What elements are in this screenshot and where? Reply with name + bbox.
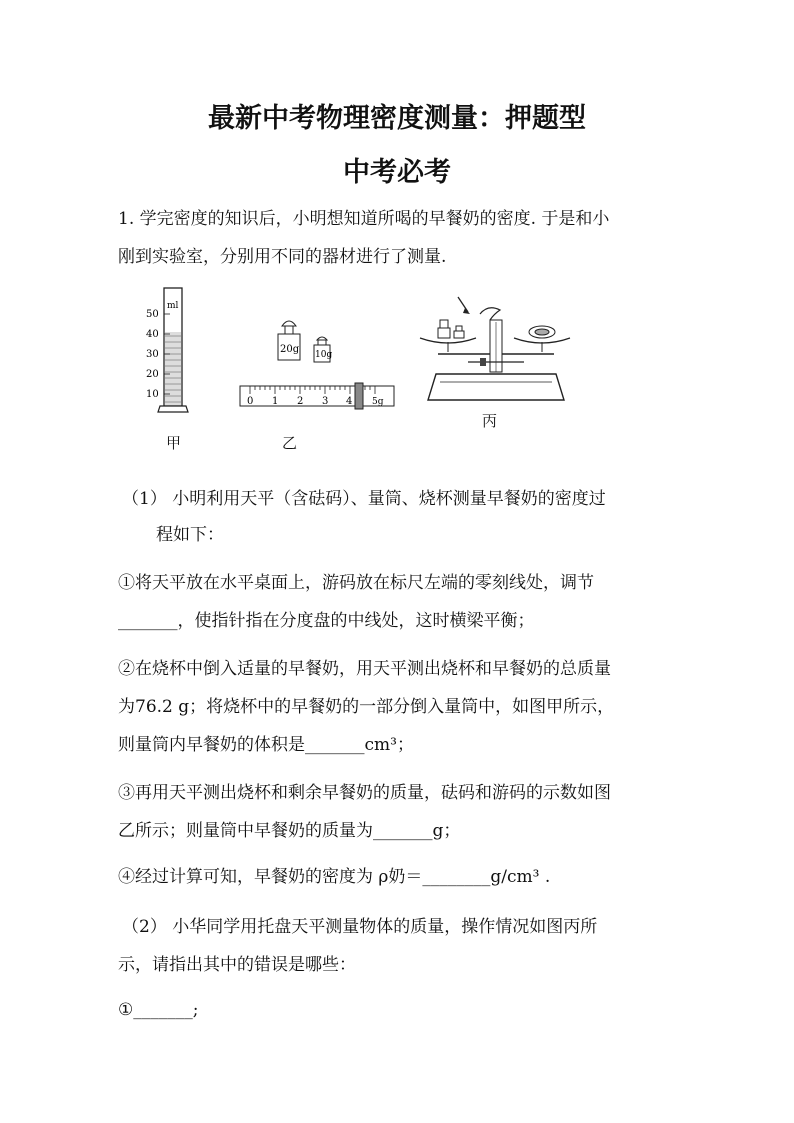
balance-figure (418, 292, 578, 410)
ruler-tick-0: 0 (247, 396, 254, 407)
graduated-cylinder-figure (140, 280, 200, 430)
part-2-line-2: 示，请指出其中的错误是哪些： (118, 955, 356, 975)
step-3-line-1: ③再用天平测出烧杯和剩余早餐奶的质量，砝码和游码的示数如图 (118, 783, 611, 803)
ruler-tick-1: 1 (272, 396, 279, 407)
figure-label-jia: 甲 (166, 434, 182, 452)
part-2-line-1: （2） 小华同学用托盘天平测量物体的质量，操作情况如图丙所 (122, 917, 598, 937)
ruler-tick-3: 3 (322, 396, 329, 407)
cylinder-tick-10: 10 (146, 389, 159, 400)
step-2-line-1: ②在烧杯中倒入适量的早餐奶，用天平测出烧杯和早餐奶的总质量 (118, 659, 611, 679)
weights-and-scale-figure (232, 312, 402, 412)
cylinder-tick-40: 40 (146, 329, 159, 340)
part-1-line-2: 程如下： (156, 525, 224, 545)
ruler-tick-5g: 5g (372, 397, 384, 407)
part-2-answer-1: ①_______; (118, 1000, 199, 1020)
step-3-line-2: 乙所示；则量筒中早餐奶的质量为_______g； (118, 821, 461, 841)
part-1-line-1: （1） 小明利用天平（含砝码）、量筒、烧杯测量早餐奶的密度过 (122, 489, 606, 509)
figure-label-yi: 乙 (282, 434, 298, 452)
cylinder-unit: ml (167, 301, 179, 311)
step-4: ④经过计算可知，早餐奶的密度为 ρ奶＝________g/cm³ . (118, 867, 551, 887)
question-1-line-1: 1. 学完密度的知识后，小明想知道所喝的早餐奶的密度. 于是和小 (118, 209, 610, 229)
ruler-tick-4-label: 4 (346, 396, 353, 407)
cylinder-tick-20: 20 (146, 369, 159, 380)
step-2-line-2: 为76.2 g；将烧杯中的早餐奶的一部分倒入量筒中，如图甲所示， (118, 697, 615, 717)
figure-label-bing: 丙 (482, 412, 498, 430)
step-1-line-1: ①将天平放在水平桌面上，游码放在标尺左端的零刻线处，调节 (118, 573, 594, 593)
step-2-line-3: 则量筒内早餐奶的体积是_______cm³； (118, 735, 414, 755)
weight-20g: 20g (280, 344, 300, 355)
step-1-line-2: _______，使指针指在分度盘的中线处，这时横梁平衡； (118, 611, 535, 631)
cylinder-tick-50: 50 (146, 309, 159, 320)
page-subtitle: 中考必考 (343, 157, 451, 188)
ruler-tick-2: 2 (297, 396, 304, 407)
page-title: 最新中考物理密度测量：押题型 (208, 103, 586, 134)
weight-10g: 10g (315, 350, 333, 360)
cylinder-tick-30: 30 (146, 349, 159, 360)
question-1-line-2: 刚到实验室，分别用不同的器材进行了测量. (118, 247, 447, 267)
